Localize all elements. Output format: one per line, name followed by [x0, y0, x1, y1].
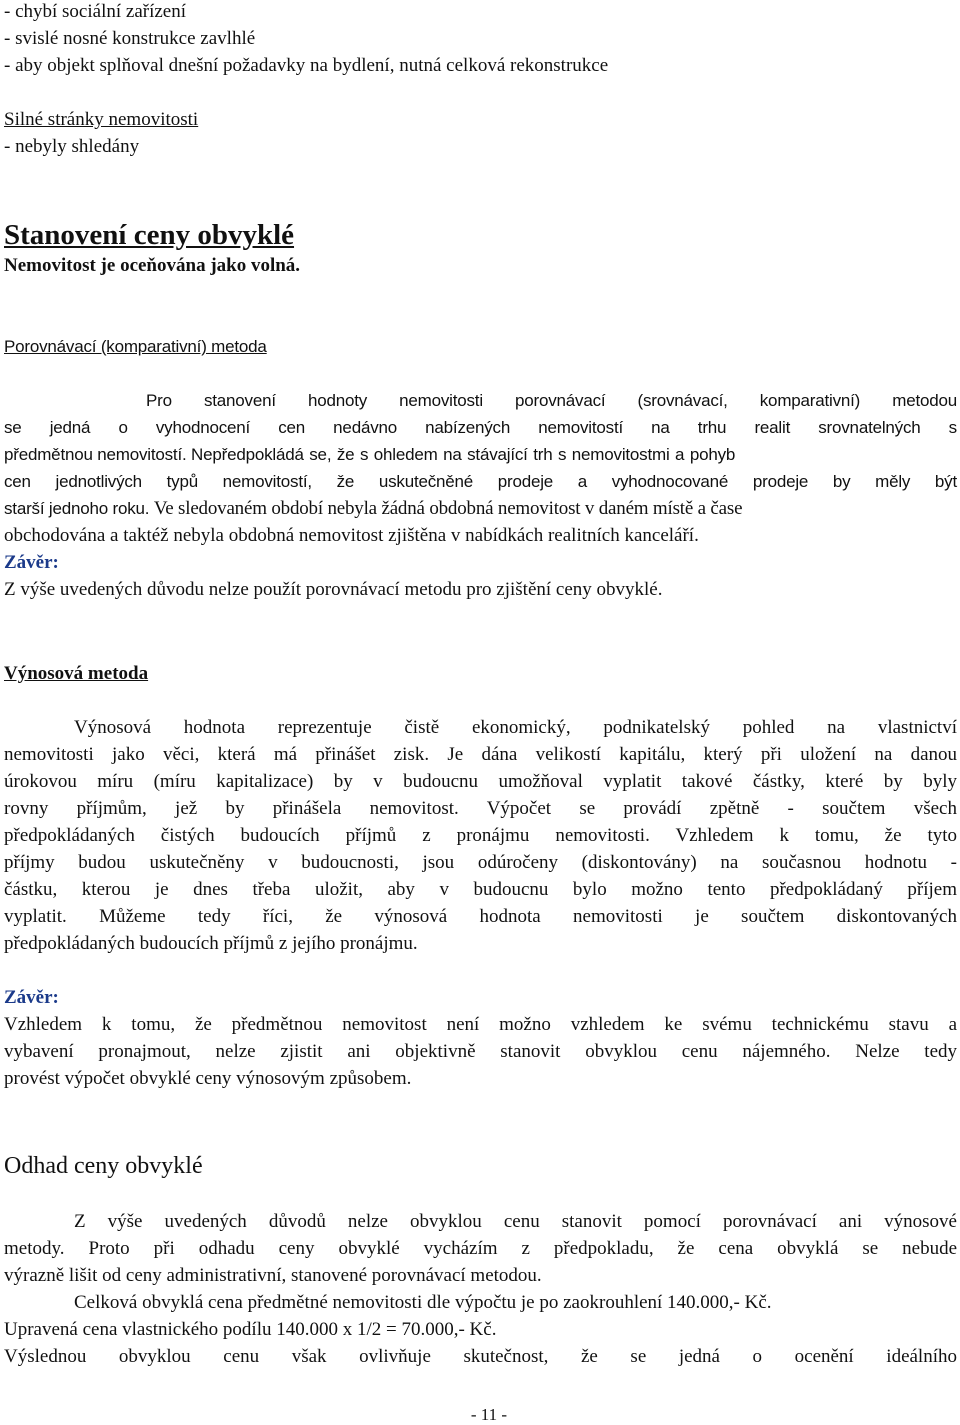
- paragraph-line: Výslednou obvyklou cenu však ovlivňuje skutečnost, že se jedná o ocenění ideálního: [4, 1346, 957, 1367]
- sentence: metody.: [4, 1238, 65, 1259]
- sentence: vyplatit.: [4, 906, 67, 927]
- strengths-heading: Silné stránky nemovitosti: [4, 109, 199, 130]
- valuation-subheading: Nemovitost je oceňována jako volná.: [4, 255, 301, 276]
- list-item: - aby objekt splňoval dnešní požadavky na bydlení, nutná celková rekonstrukce: [4, 55, 609, 76]
- sentence: nemovitosti jako věci, která má přinášet zisk.: [4, 744, 430, 765]
- sentence: Proto při odhadu ceny obvyklé vycházím z předpokladu, že cena obvyklá se nebude: [88, 1238, 958, 1259]
- list-item: - chybí sociální zařízení: [4, 1, 187, 22]
- paragraph-line: [4, 743, 957, 767]
- paragraph-line: Z výše uvedených důvodů nelze obvyklou cenu stanovit pomocí porovnávací ani výnosové: [74, 1211, 957, 1232]
- paragraph-line: příjmy budou uskutečněny v budoucnosti, jsou odúročeny (diskontovány) na současnou hodnotu -: [4, 852, 957, 873]
- sentence: Výpočet se provádí zpětně - součtem všech: [486, 798, 957, 819]
- paragraph-line: [4, 443, 735, 467]
- paragraph-line: obchodována a taktéž nebyla obdobná nemovitost zjištěna v nabídkách realitních kanceláří.: [4, 525, 699, 546]
- paragraph-line: Výnosová hodnota reprezentuje čistě ekonomický, podnikatelský pohled na vlastnictví: [74, 717, 957, 738]
- income-heading: Výnosová metoda: [4, 663, 149, 684]
- sentence: předpokládaných čistých budoucích příjmů z pronájmu nemovitosti.: [4, 825, 650, 846]
- paragraph-line: [4, 905, 957, 929]
- estimate-heading: Odhad ceny obvyklé: [4, 1153, 203, 1179]
- paragraph-line: Vzhledem k tomu, že předmětnou nemovitost není možno vzhledem ke svému technickému stavu a: [4, 1014, 957, 1035]
- sentence: Ve sledovaném období nebyla žádná obdobná nemovitost v daném místě a čase: [153, 498, 743, 519]
- sentence: Nepředpokládá se, že s ohledem na stávající trh s nemovitostmi a pohyb: [191, 445, 736, 464]
- valuation-heading: Stanovení ceny obvyklé: [4, 219, 295, 251]
- sentence: předmětnou nemovitostí.: [4, 445, 187, 464]
- paragraph-line: [4, 797, 957, 821]
- paragraph-line: cen jednotlivých typů nemovitostí, že uskutečněné prodeje a vyhodnocované prodeje by měly být: [4, 472, 957, 491]
- paragraph-line: Celková obvyklá cena předmětné nemovitosti dle výpočtu je po zaokrouhlení 140.000,- Kč.: [74, 1292, 772, 1313]
- paragraph-line: částku, kterou je dnes třeba uložit, aby v budoucnu bylo možno tento předpokládaný příjem: [4, 879, 957, 900]
- sentence: Je dána velikostí kapitálu, který při uložení na danou: [447, 744, 958, 765]
- comparative-heading: Porovnávací (komparativní) metoda: [4, 337, 267, 356]
- paragraph-line: Pro stanovení hodnoty nemovitosti porovnávací (srovnávací, komparativní) metodou: [146, 391, 957, 410]
- paragraph-line: [4, 497, 742, 521]
- paragraph-line: výrazně lišit od ceny administrativní, stanovené porovnávací metodou.: [4, 1265, 542, 1286]
- sentence: Můžeme tedy říci, že výnosová hodnota nemovitosti je součtem diskontovaných: [99, 906, 957, 927]
- sentence: Vzhledem k tomu, že tyto: [675, 825, 958, 846]
- paragraph-line: [4, 824, 957, 848]
- sentence: rovny příjmům, jež by přinášela nemovitost.: [4, 798, 459, 819]
- sentence: starší jednoho roku.: [4, 499, 150, 518]
- list-item: - svislé nosné konstrukce zavlhlé: [4, 28, 256, 49]
- page-number: - 11 -: [470, 1405, 508, 1424]
- paragraph-line: [4, 1040, 957, 1064]
- paragraph-line: předpokládaných budoucích příjmů z jejího pronájmu.: [4, 933, 418, 954]
- paragraph-line: se jedná o vyhodnocení cen nedávno nabízených nemovitostí na trhu realit srovnatelných s: [4, 418, 957, 437]
- conclusion-label: Závěr:: [4, 987, 59, 1008]
- conclusion-text: Z výše uvedených důvodu nelze použít porovnávací metodu pro zjištění ceny obvyklé.: [4, 579, 663, 600]
- sentence: Nelze tedy: [855, 1041, 958, 1062]
- paragraph-line: provést výpočet obvyklé ceny výnosovým způsobem.: [4, 1068, 412, 1089]
- conclusion-label: Závěr:: [4, 552, 59, 573]
- list-item: - nebyly shledány: [4, 136, 140, 157]
- paragraph-line: Upravená cena vlastnického podílu 140.000 x 1/2 = 70.000,- Kč.: [4, 1319, 497, 1340]
- sentence: vybavení pronajmout, nelze zjistit ani objektivně stanovit obvyklou cenu nájemného.: [4, 1041, 831, 1062]
- paragraph-line: úrokovou míru (míru kapitalizace) by v budoucnu umožňoval vyplatit takové částky, které by byly: [4, 771, 957, 792]
- paragraph-line: [4, 1237, 957, 1261]
